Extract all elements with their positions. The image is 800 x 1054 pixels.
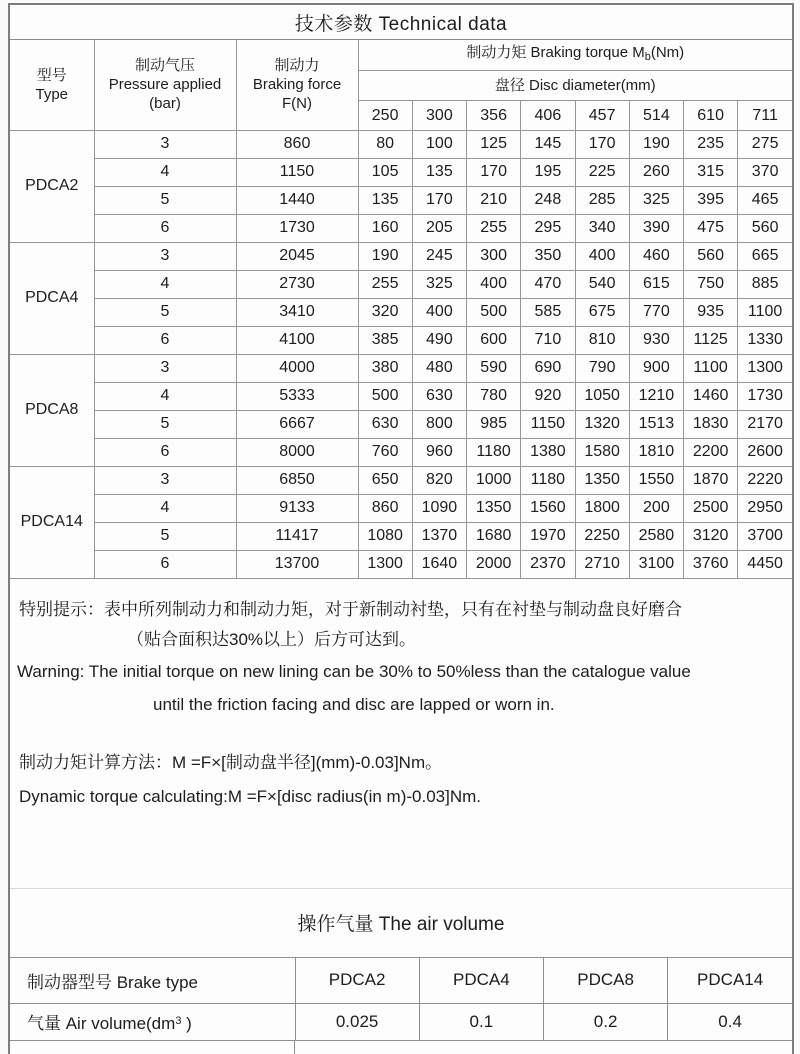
force-cell: 11417 [236, 522, 358, 550]
main-table-body [10, 130, 792, 578]
torque-cell: 340 [575, 214, 629, 242]
pressure-cell: 6 [94, 326, 236, 354]
col-header-type-cn: 型号 [36, 66, 67, 84]
torque-cell: 590 [467, 354, 521, 382]
diameter-header: 406 [521, 100, 575, 130]
pressure-cell: 3 [94, 242, 236, 270]
table-row [10, 494, 792, 522]
torque-cell: 370 [738, 158, 792, 186]
air-volume-label-pre: 气量 Air volume(dm [27, 1014, 176, 1033]
torque-cell: 160 [358, 214, 412, 242]
force-cell: 860 [236, 130, 358, 158]
torque-cell: 1970 [521, 522, 575, 550]
torque-label-subscript: b [644, 50, 651, 63]
table-row [10, 130, 792, 158]
torque-cell: 1513 [629, 410, 683, 438]
torque-cell: 1830 [684, 410, 738, 438]
torque-cell: 540 [575, 270, 629, 298]
air-volume-value: 0.4 [668, 1003, 792, 1040]
torque-cell: 820 [412, 466, 466, 494]
model-cell: PDCA4 [10, 242, 94, 354]
torque-cell: 1100 [684, 354, 738, 382]
air-volume-value: 0.1 [419, 1003, 543, 1040]
notes-section [10, 579, 792, 889]
torque-cell: 600 [467, 326, 521, 354]
torque-cell: 170 [575, 130, 629, 158]
col-header-disc-diameter: 盘径 Disc diameter(mm) [358, 70, 792, 100]
torque-cell: 690 [521, 354, 575, 382]
force-cell: 9133 [236, 494, 358, 522]
table-row [10, 158, 792, 186]
torque-cell: 2600 [738, 438, 792, 466]
force-cell: 2045 [236, 242, 358, 270]
brake-type-value: PDCA2 [295, 957, 419, 1003]
torque-cell: 2220 [738, 466, 792, 494]
torque-cell: 460 [629, 242, 683, 270]
torque-cell: 3700 [738, 522, 792, 550]
force-cell: 3410 [236, 298, 358, 326]
torque-cell: 315 [684, 158, 738, 186]
table-row [10, 354, 792, 382]
pressure-cell: 6 [94, 438, 236, 466]
torque-cell: 1180 [521, 466, 575, 494]
torque-cell: 195 [521, 158, 575, 186]
torque-cell: 4450 [738, 550, 792, 578]
diameter-header: 610 [684, 100, 738, 130]
torque-cell: 470 [521, 270, 575, 298]
force-cell: 6850 [236, 466, 358, 494]
torque-cell: 920 [521, 382, 575, 410]
table-row [10, 410, 792, 438]
table-row [10, 242, 792, 270]
air-volume-label-post: ) [181, 1014, 192, 1033]
torque-cell: 205 [412, 214, 466, 242]
torque-cell: 1300 [738, 354, 792, 382]
table-row [10, 382, 792, 410]
torque-cell: 285 [575, 186, 629, 214]
torque-cell: 2000 [467, 550, 521, 578]
col-header-force-cn: 制动力 [274, 57, 320, 75]
torque-cell: 2250 [575, 522, 629, 550]
torque-cell: 1350 [467, 494, 521, 522]
torque-cell: 630 [412, 382, 466, 410]
torque-cell: 585 [521, 298, 575, 326]
torque-cell: 490 [412, 326, 466, 354]
torque-cell: 750 [684, 270, 738, 298]
col-header-braking-torque [358, 40, 792, 70]
torque-cell: 560 [738, 214, 792, 242]
torque-cell: 3100 [629, 550, 683, 578]
torque-cell: 650 [358, 466, 412, 494]
torque-cell: 248 [521, 186, 575, 214]
torque-cell: 3120 [684, 522, 738, 550]
torque-cell: 560 [684, 242, 738, 270]
pressure-cell: 3 [94, 354, 236, 382]
torque-cell: 225 [575, 158, 629, 186]
model-cell: PDCA2 [10, 130, 94, 242]
torque-cell: 320 [358, 298, 412, 326]
brake-type-label: 制动器型号 Brake type [10, 957, 295, 1003]
technical-data-sheet [8, 3, 794, 1054]
torque-cell: 1460 [684, 382, 738, 410]
torque-cell: 1210 [629, 382, 683, 410]
pressure-cell: 5 [94, 186, 236, 214]
torque-cell: 710 [521, 326, 575, 354]
torque-cell: 500 [358, 382, 412, 410]
diameter-header: 514 [629, 100, 683, 130]
torque-cell: 1730 [738, 382, 792, 410]
col-header-pressure-unit: (bar) [149, 95, 181, 113]
torque-cell: 400 [412, 298, 466, 326]
pressure-cell: 4 [94, 382, 236, 410]
torque-cell: 1180 [467, 438, 521, 466]
torque-cell: 1640 [412, 550, 466, 578]
air-volume-label [10, 1003, 295, 1040]
torque-cell: 480 [412, 354, 466, 382]
torque-cell: 1050 [575, 382, 629, 410]
torque-cell: 350 [521, 242, 575, 270]
torque-cell: 810 [575, 326, 629, 354]
torque-cell: 665 [738, 242, 792, 270]
torque-cell: 245 [412, 242, 466, 270]
torque-cell: 400 [575, 242, 629, 270]
pressure-cell: 6 [94, 214, 236, 242]
torque-cell: 400 [467, 270, 521, 298]
torque-cell: 385 [358, 326, 412, 354]
torque-cell: 760 [358, 438, 412, 466]
torque-cell: 800 [412, 410, 466, 438]
next-table-cutoff [10, 1041, 792, 1054]
torque-cell: 2580 [629, 522, 683, 550]
table-row [10, 438, 792, 466]
torque-cell: 985 [467, 410, 521, 438]
air-volume-data-row [10, 1003, 792, 1040]
table-row [10, 270, 792, 298]
force-cell: 5333 [236, 382, 358, 410]
torque-cell: 135 [412, 158, 466, 186]
air-volume-header-row [10, 957, 792, 1003]
table-row [10, 466, 792, 494]
torque-cell: 675 [575, 298, 629, 326]
torque-cell: 2500 [684, 494, 738, 522]
force-cell: 2730 [236, 270, 358, 298]
torque-cell: 190 [629, 130, 683, 158]
force-cell: 1150 [236, 158, 358, 186]
col-header-force [236, 40, 358, 130]
air-volume-value: 0.2 [544, 1003, 668, 1040]
torque-cell: 935 [684, 298, 738, 326]
torque-cell: 260 [629, 158, 683, 186]
force-cell: 13700 [236, 550, 358, 578]
torque-cell: 3760 [684, 550, 738, 578]
pressure-cell: 6 [94, 550, 236, 578]
note-en-line-1: Warning: The initial torque on new lining can be 30% to 50%less than the catalogue value [17, 661, 691, 681]
torque-formula-en: Dynamic torque calculating:M =F×[disc radius(in m)-0.03]Nm. [19, 786, 481, 806]
torque-cell: 275 [738, 130, 792, 158]
torque-cell: 1370 [412, 522, 466, 550]
torque-cell: 255 [467, 214, 521, 242]
torque-cell: 2710 [575, 550, 629, 578]
torque-cell: 885 [738, 270, 792, 298]
torque-cell: 900 [629, 354, 683, 382]
torque-cell: 790 [575, 354, 629, 382]
torque-cell: 1550 [629, 466, 683, 494]
col-header-pressure-en: Pressure applied [108, 76, 222, 94]
torque-cell: 770 [629, 298, 683, 326]
model-cell: PDCA8 [10, 354, 94, 466]
table-row [10, 550, 792, 578]
torque-cell: 200 [629, 494, 683, 522]
diameter-header: 250 [358, 100, 412, 130]
note-cn-line-2: （贴合面积达30%以上）后方可达到。 [127, 629, 417, 649]
torque-cell: 2370 [521, 550, 575, 578]
force-cell: 1730 [236, 214, 358, 242]
pressure-cell: 5 [94, 298, 236, 326]
col-header-force-unit: F(N) [282, 95, 312, 113]
table-row [10, 298, 792, 326]
diameter-header: 300 [412, 100, 466, 130]
torque-cell: 465 [738, 186, 792, 214]
air-volume-table [10, 957, 792, 1041]
torque-cell: 255 [358, 270, 412, 298]
diameter-header: 457 [575, 100, 629, 130]
force-cell: 8000 [236, 438, 358, 466]
torque-cell: 1560 [521, 494, 575, 522]
torque-cell: 615 [629, 270, 683, 298]
torque-cell: 1380 [521, 438, 575, 466]
col-header-type [10, 40, 94, 130]
air-volume-title: 操作气量 The air volume [297, 914, 505, 935]
torque-cell: 190 [358, 242, 412, 270]
torque-cell: 105 [358, 158, 412, 186]
torque-cell: 80 [358, 130, 412, 158]
torque-cell: 500 [467, 298, 521, 326]
cutoff-column-divider [294, 1041, 295, 1054]
torque-cell: 1330 [738, 326, 792, 354]
torque-cell: 170 [467, 158, 521, 186]
torque-cell: 395 [684, 186, 738, 214]
page-title: 技术参数 Technical data [10, 5, 792, 40]
torque-cell: 135 [358, 186, 412, 214]
torque-label-main: 制动力矩 Braking torque M [466, 43, 645, 61]
torque-cell: 1320 [575, 410, 629, 438]
torque-cell: 630 [358, 410, 412, 438]
note-en-line-2: until the friction facing and disc are lapped or worn in. [153, 694, 555, 714]
torque-cell: 1870 [684, 466, 738, 494]
torque-cell: 1090 [412, 494, 466, 522]
table-row [10, 186, 792, 214]
torque-cell: 325 [412, 270, 466, 298]
col-header-force-en: Braking force [252, 76, 342, 94]
air-volume-value: 0.025 [295, 1003, 419, 1040]
technical-data-table [10, 40, 792, 579]
col-header-type-en: Type [35, 85, 69, 103]
torque-cell: 1580 [575, 438, 629, 466]
torque-cell: 1150 [521, 410, 575, 438]
torque-cell: 2170 [738, 410, 792, 438]
table-row [10, 522, 792, 550]
torque-cell: 1080 [358, 522, 412, 550]
torque-cell: 1300 [358, 550, 412, 578]
torque-cell: 475 [684, 214, 738, 242]
pressure-cell: 4 [94, 270, 236, 298]
torque-cell: 2950 [738, 494, 792, 522]
pressure-cell: 5 [94, 410, 236, 438]
pressure-cell: 5 [94, 522, 236, 550]
pressure-cell: 4 [94, 494, 236, 522]
torque-cell: 1000 [467, 466, 521, 494]
torque-label-unit: (Nm) [650, 43, 685, 61]
torque-cell: 1100 [738, 298, 792, 326]
col-header-pressure-cn: 制动气压 [134, 57, 195, 75]
brake-type-value: PDCA4 [419, 957, 543, 1003]
torque-cell: 235 [684, 130, 738, 158]
torque-cell: 2200 [684, 438, 738, 466]
torque-formula-cn: 制动力矩计算方法：M =F×[制动盘半径](mm)-0.03]Nm。 [19, 752, 443, 772]
torque-cell: 210 [467, 186, 521, 214]
torque-cell: 300 [467, 242, 521, 270]
pressure-cell: 3 [94, 130, 236, 158]
col-header-pressure [94, 40, 236, 130]
torque-cell: 295 [521, 214, 575, 242]
torque-cell: 100 [412, 130, 466, 158]
torque-cell: 1800 [575, 494, 629, 522]
torque-cell: 1125 [684, 326, 738, 354]
pressure-cell: 4 [94, 158, 236, 186]
force-cell: 4100 [236, 326, 358, 354]
brake-type-value: PDCA14 [668, 957, 792, 1003]
pressure-cell: 3 [94, 466, 236, 494]
model-cell: PDCA14 [10, 466, 94, 578]
torque-cell: 1810 [629, 438, 683, 466]
brake-type-value: PDCA8 [544, 957, 668, 1003]
torque-cell: 170 [412, 186, 466, 214]
torque-cell: 1680 [467, 522, 521, 550]
torque-cell: 930 [629, 326, 683, 354]
torque-cell: 390 [629, 214, 683, 242]
diameter-header: 356 [467, 100, 521, 130]
force-cell: 6667 [236, 410, 358, 438]
torque-cell: 1350 [575, 466, 629, 494]
table-row [10, 214, 792, 242]
force-cell: 4000 [236, 354, 358, 382]
torque-cell: 960 [412, 438, 466, 466]
torque-cell: 780 [467, 382, 521, 410]
torque-cell: 125 [467, 130, 521, 158]
diameter-header: 711 [738, 100, 792, 130]
torque-cell: 860 [358, 494, 412, 522]
note-cn-line-1: 特别提示：表中所列制动力和制动力矩，对于新制动衬垫，只有在衬垫与制动盘良好磨合 [19, 599, 682, 619]
torque-cell: 325 [629, 186, 683, 214]
torque-cell: 145 [521, 130, 575, 158]
table-row [10, 326, 792, 354]
force-cell: 1440 [236, 186, 358, 214]
torque-cell: 380 [358, 354, 412, 382]
air-volume-label-sup: 3 [175, 1015, 182, 1027]
